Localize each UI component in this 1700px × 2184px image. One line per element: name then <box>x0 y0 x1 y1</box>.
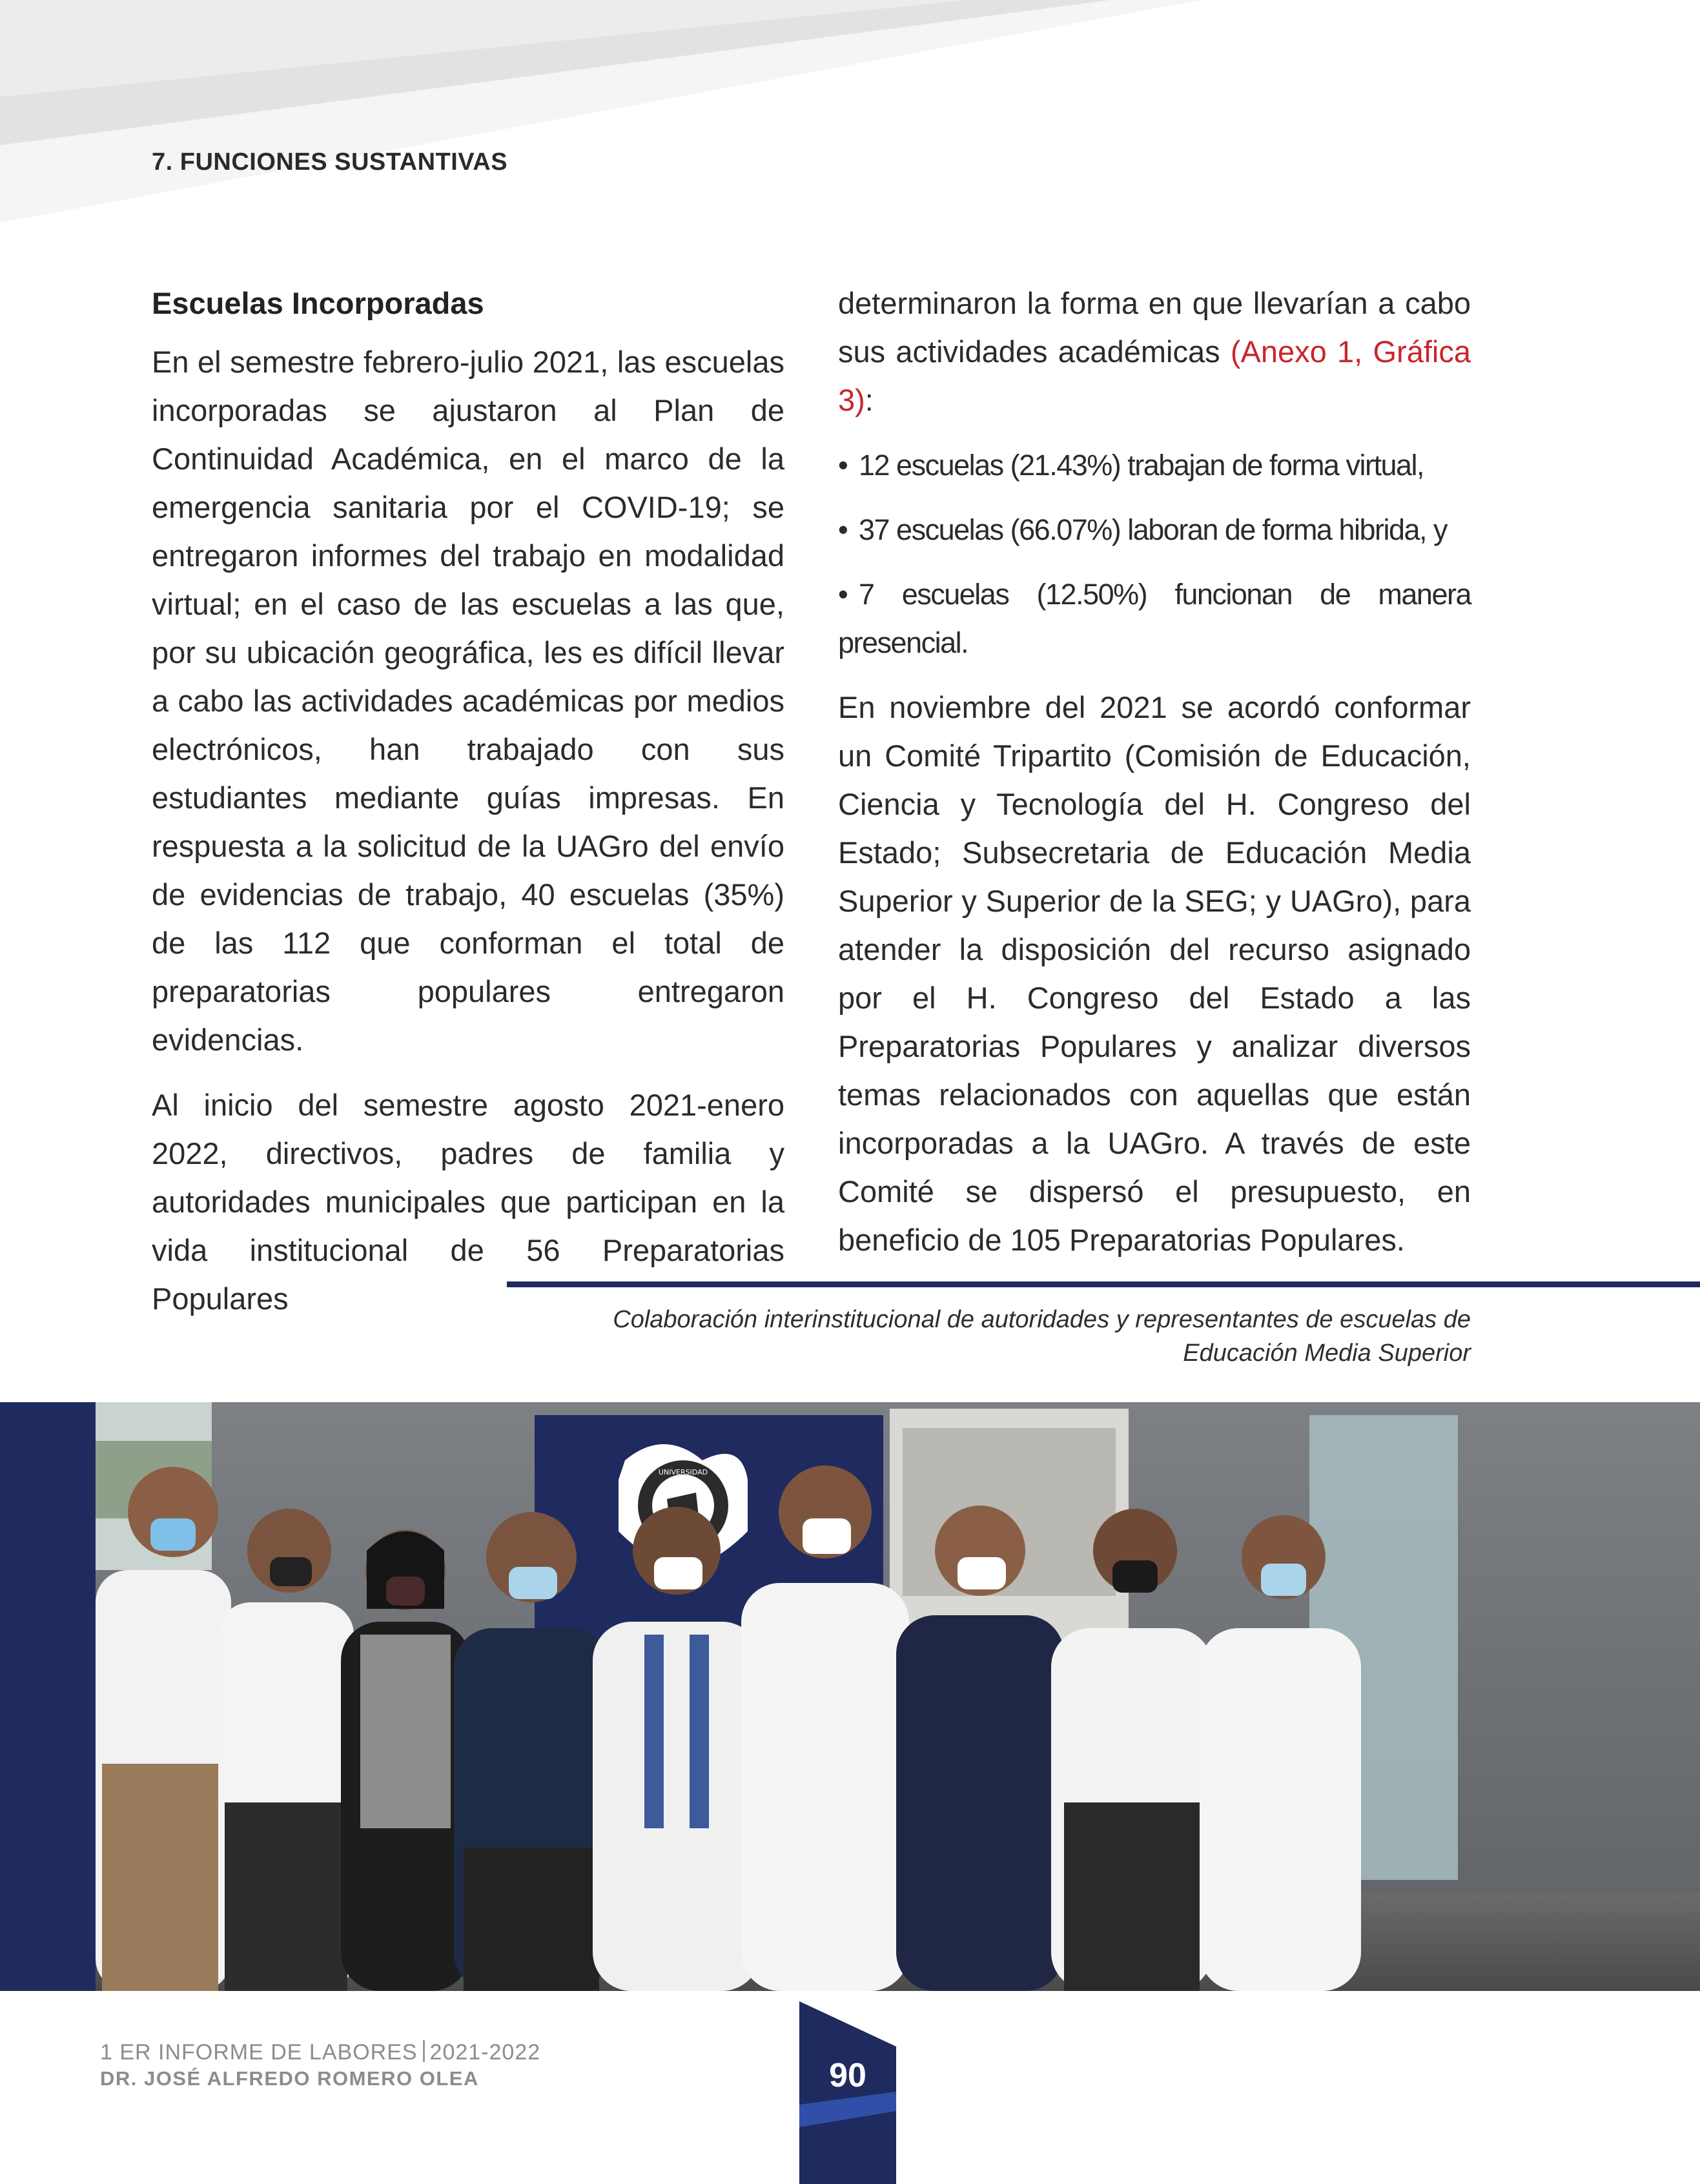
bullet-icon: • <box>838 513 848 546</box>
school-mode-list <box>838 441 1471 667</box>
group-photo <box>96 1402 1700 1991</box>
photo-side-band <box>0 1402 96 1991</box>
annex-reference-link[interactable]: (Anexo 1, Gráfica 3) <box>838 334 1471 417</box>
list-item <box>838 570 1471 667</box>
list-item-text: 37 escuelas (66.07%) laboran de forma hibrida, y <box>859 513 1448 546</box>
report-period: 2021-2022 <box>429 2040 541 2065</box>
left-column <box>152 279 784 1340</box>
caption-divider <box>507 1281 1700 1287</box>
paragraph-text: determinaron la forma en que llevarían a cabo sus actividades académicas <box>838 286 1471 369</box>
logo-text: UNIVERSIDAD <box>658 1468 708 1476</box>
paragraph: En el semestre febrero-julio 2021, las escuelas incorporadas se ajustaron al Plan de Continuidad Académica, en el marco de la emergencia sanitaria por el COVID-19; se entregaron informes del trabajo en modalidad virtual; en el caso de las escuelas a las que, por su ubicación geográfica, les es difícil llevar a cabo las actividades académicas por medios electrónicos, han trabajado con sus estudiantes mediante guías impresas. En respuesta a la solicitud de la UAGro del envío de evidencias de trabajo, 40 escuelas (35%) de las 112 que conforman el total de preparatorias populares entregaron evidencias. <box>152 345 784 1057</box>
header-decoration <box>0 0 1700 232</box>
photo-caption <box>438 1303 1471 1370</box>
paragraph: Al inicio del semestre agosto 2021-enero 2022, directivos, padres de familia y autoridades municipales que participan en la vida institucional de 56 Preparatorias Populares <box>152 1088 784 1316</box>
subsection-heading: Escuelas Incorporadas <box>152 286 484 320</box>
paragraph <box>838 279 1471 424</box>
caption-line: Colaboración interinstitucional de autoridades y representantes de escuelas de <box>613 1306 1471 1333</box>
page-number: 90 <box>829 2057 866 2094</box>
list-item-text: 7 escuelas (12.50%) funcionan de manera presencial. <box>838 578 1471 659</box>
group-photo-illustration <box>96 1402 1700 1991</box>
caption-line: Educación Media Superior <box>1183 1340 1471 1367</box>
bullet-icon: • <box>838 449 848 482</box>
bullet-icon: • <box>838 578 848 611</box>
list-item-text: 12 escuelas (21.43%) trabajan de forma virtual, <box>859 449 1424 482</box>
footer-separator <box>423 2040 425 2062</box>
footer-author: DR. JOSÉ ALFREDO ROMERO OLEA <box>100 2067 479 2090</box>
paragraph: En noviembre del 2021 se acordó conformar un Comité Tripartito (Comisión de Educación, Ciencia y Tecnología del H. Congreso del Estado; Subsecretaria de Educación Media Superior y Superior de la SEG; y UAGro), para atender la disposición del recurso asignado por el H. Congreso del Estado a las Preparatorias Populares y analizar diversos temas relacionados con aquellas que están incorporadas a la UAGro. A través de este Comité se dispersó el presupuesto, en beneficio de 105 Preparatorias Populares. <box>838 690 1471 1257</box>
report-name: 1 ER INFORME DE LABORES <box>100 2040 418 2065</box>
section-title: 7. FUNCIONES SUSTANTIVAS <box>152 148 508 176</box>
right-column <box>838 279 1471 1281</box>
paragraph-punctuation: : <box>865 383 874 417</box>
list-item <box>838 441 1471 489</box>
list-item <box>838 505 1471 554</box>
footer-report-title <box>100 2040 540 2065</box>
